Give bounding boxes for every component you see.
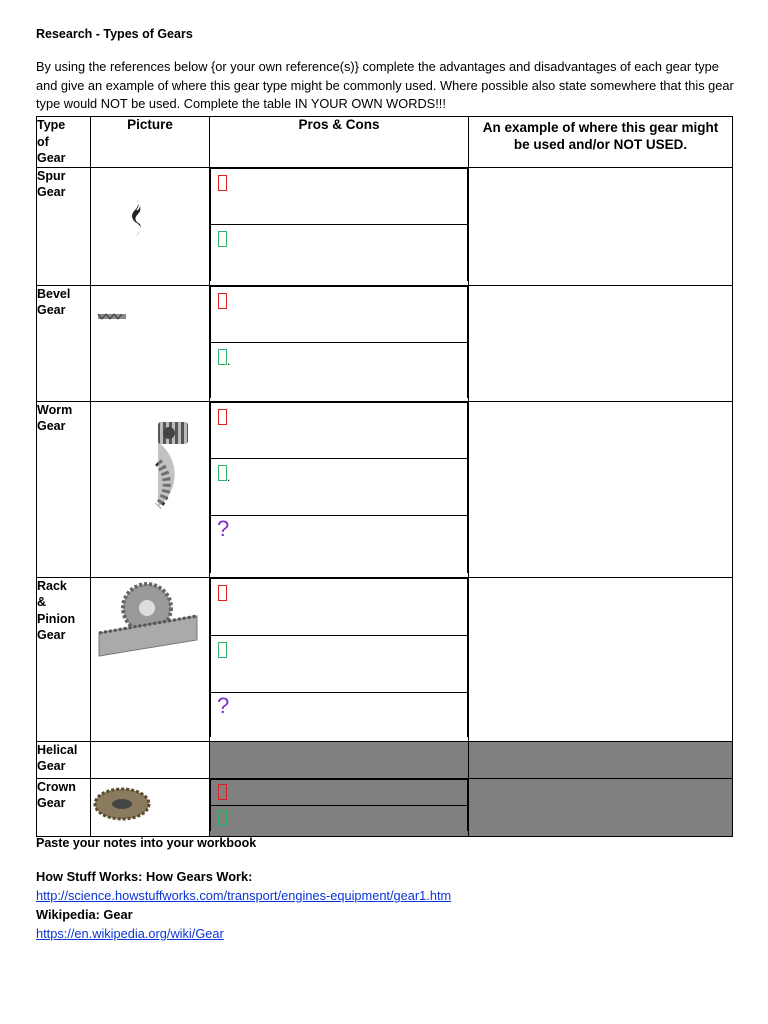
reference-wiki-title: Wikipedia: Gear (36, 907, 133, 922)
worm-pro-entry[interactable]: . (211, 458, 468, 515)
table-header-row (37, 117, 733, 168)
page-title: Research - Types of Gears (36, 27, 193, 41)
references-section (36, 867, 451, 943)
bevel-gear-picture (91, 285, 210, 401)
crown-gear-image (91, 779, 207, 831)
rack-pinion-example-cell[interactable] (469, 577, 733, 741)
con-icon (218, 293, 227, 309)
crown-pros-cons-cell[interactable] (210, 778, 469, 836)
row-label-crown: Crown Gear (37, 778, 91, 836)
helical-pros-cons-shaded (210, 741, 469, 778)
spur-gear-picture (91, 167, 210, 285)
spur-example-cell[interactable] (469, 167, 733, 285)
spur-con-entry[interactable] (211, 168, 468, 224)
pro-icon (218, 465, 227, 481)
spur-pros-cons-cell[interactable] (210, 167, 469, 285)
rack-pinion-pro-entry[interactable] (211, 635, 468, 692)
pro-icon (218, 231, 227, 247)
row-label-bevel: Bevel Gear (37, 285, 91, 401)
crown-con-entry[interactable] (211, 779, 468, 805)
table-row-bevel-gear (37, 285, 733, 401)
bevel-pros-cons-cell[interactable] (210, 285, 469, 401)
helical-example-shaded (469, 741, 733, 778)
helical-gear-picture (91, 741, 210, 778)
header-type-of-gear: Type of Gear (37, 117, 91, 168)
row-label-spur: Spur Gear (37, 167, 91, 285)
rack-pinion-picture (91, 577, 210, 741)
reference-hsw-link[interactable]: http://science.howstuffworks.com/transport/engines-equipment/gear1.htm (36, 888, 452, 903)
bevel-con-entry[interactable] (211, 286, 468, 342)
table-row-helical-gear (37, 741, 733, 778)
bevel-example-cell[interactable] (469, 285, 733, 401)
table-row-crown-gear (37, 778, 733, 836)
rack-pinion-pros-cons-cell[interactable] (210, 577, 469, 741)
pro-icon (218, 810, 227, 826)
table-row-worm-gear (37, 401, 733, 577)
worm-gear-picture (91, 401, 210, 577)
pro-icon (218, 349, 227, 365)
table-row-spur-gear (37, 167, 733, 285)
crown-example-shaded (469, 778, 733, 836)
crown-pro-entry[interactable] (211, 805, 468, 831)
reference-hsw-title: How Stuff Works: How Gears Work: (36, 869, 253, 884)
row-label-helical: Helical Gear (37, 741, 91, 778)
header-example: An example of where this gear might be used and/or NOT USED. (469, 117, 733, 168)
rack-pinion-question-entry[interactable] (211, 692, 468, 737)
spur-gear-image (91, 168, 207, 280)
worm-con-entry[interactable] (211, 402, 468, 458)
con-icon (218, 784, 227, 800)
row-label-rack-pinion: Rack & Pinion Gear (37, 577, 91, 741)
reference-wiki-link[interactable]: https://en.wikipedia.org/wiki/Gear (36, 926, 224, 941)
rack-pinion-image (91, 578, 207, 736)
con-icon (218, 409, 227, 425)
spur-pro-entry[interactable] (211, 224, 468, 281)
worm-pros-cons-cell[interactable] (210, 401, 469, 577)
bevel-gear-image (91, 286, 207, 396)
worm-gear-image (91, 402, 207, 572)
row-label-worm: Worm Gear (37, 401, 91, 577)
instructions-paragraph: By using the references below {or your own reference(s)} complete the advantages and disadvantages of each gear type and give an example of where this gear type might be commonly used. Where possible also state somewhere that this gear type would NOT be used. Complete the table IN YOUR OWN WORDS!!! (36, 59, 734, 111)
header-pros-cons: Pros & Cons (210, 117, 469, 168)
worm-example-cell[interactable] (469, 401, 733, 577)
question-icon: ? (217, 692, 230, 718)
con-icon (218, 175, 227, 191)
con-icon (218, 585, 227, 601)
pro-icon (218, 642, 227, 658)
gear-types-table (36, 116, 733, 837)
notes-instruction: Paste your notes into your workbook (36, 836, 257, 850)
bevel-pro-entry[interactable]: . (211, 342, 468, 398)
rack-pinion-con-entry[interactable] (211, 578, 468, 635)
crown-gear-picture (91, 778, 210, 836)
header-picture: Picture (91, 117, 210, 168)
table-row-rack-pinion-gear (37, 577, 733, 741)
worm-question-entry[interactable] (211, 515, 468, 573)
question-icon: ? (217, 515, 230, 541)
